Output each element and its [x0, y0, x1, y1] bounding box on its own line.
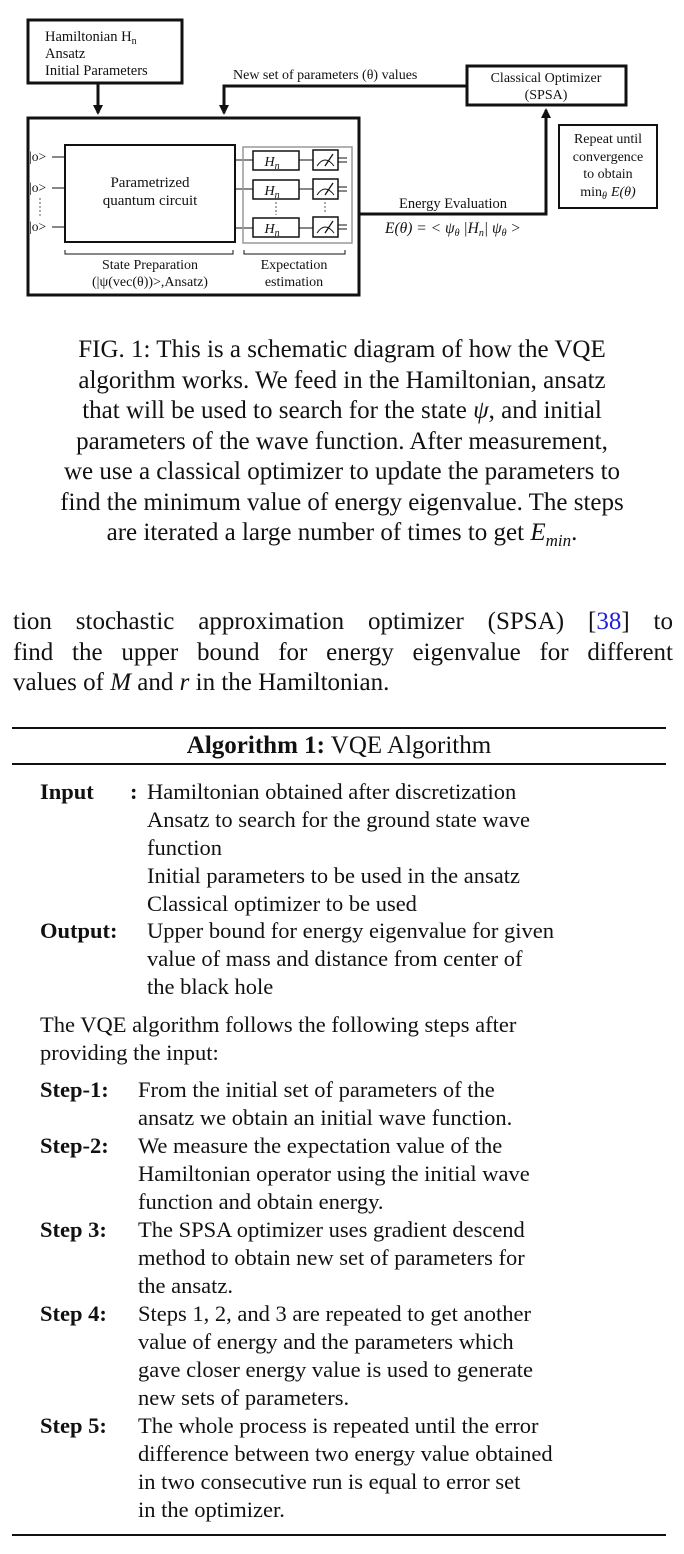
step-line: Steps 1, 2, and 3 are repeated to get another	[138, 1301, 531, 1326]
step-label: Step-2:	[40, 1133, 109, 1158]
step-line: From the initial set of parameters of the	[138, 1077, 495, 1102]
circuit-label-2: quantum circuit	[102, 193, 198, 209]
step-line: gave closer energy value is used to generate	[138, 1357, 534, 1382]
caption-line: we use a classical optimizer to update the parameters to	[63, 458, 621, 485]
qubit-label-1: |o>	[29, 149, 47, 164]
energy-evaluation-label: Energy Evaluation	[398, 196, 508, 212]
hamiltonian-gate-label-1: $H_n$	[264, 155, 280, 172]
step-line: ansatz we obtain an initial wave function.	[138, 1105, 513, 1130]
figure-caption	[12, 335, 672, 557]
input-line: function	[147, 835, 222, 860]
step-line: The whole process is repeated until the error	[138, 1413, 539, 1438]
step-label: Step 3:	[40, 1217, 107, 1242]
circuit-label-1: Parametrized	[110, 175, 190, 191]
output-line: the black hole	[147, 974, 274, 999]
step-line: We measure the expectation value of the	[138, 1133, 503, 1158]
emin-symbol: $E_{min}$	[530, 519, 572, 550]
input-line: Hamiltonian obtained after discretization	[147, 779, 517, 804]
citation-link-38[interactable]: 38	[596, 608, 622, 635]
input-box-line-2: Ansatz	[45, 46, 86, 62]
step-label: Step 5:	[40, 1413, 107, 1438]
body-paragraph	[13, 607, 673, 699]
hamiltonian-gate-label-3: $H_n$	[264, 222, 280, 239]
psi-symbol: ψ	[473, 397, 489, 424]
input-box-line-3: Initial Parameters	[45, 63, 148, 79]
intro-line: The VQE algorithm follows the following steps after	[40, 1012, 517, 1037]
step-label: Step 4:	[40, 1301, 107, 1326]
step-line: difference between two energy value obtained	[138, 1441, 553, 1466]
feedback-arrow	[224, 86, 467, 113]
step-line: new sets of parameters.	[138, 1385, 350, 1410]
state-prep-label-1: State Preparation	[101, 258, 199, 273]
step-line: value of energy and the parameters which	[138, 1329, 514, 1354]
algorithm-top-rule	[12, 727, 666, 729]
paragraph-line: values of M and r in the Hamiltonian.	[13, 669, 390, 696]
output-line: value of mass and distance from center of	[147, 946, 523, 971]
input-label: Input	[40, 779, 94, 804]
qubit-label-3: |o>	[29, 219, 47, 234]
optimizer-box-line-1: Classical Optimizer	[490, 71, 602, 86]
qubit-label-2: |o>	[29, 180, 47, 195]
input-line: Classical optimizer to be used	[147, 891, 417, 916]
step-line: in the optimizer.	[138, 1497, 285, 1522]
optimizer-box-line-2: (SPSA)	[524, 88, 568, 103]
input-line: Ansatz to search for the ground state wave	[147, 807, 530, 832]
paragraph-line: find the upper bound for energy eigenvalue for different	[13, 638, 673, 666]
repeat-line-2: convergence	[572, 150, 644, 165]
step-line: in two consecutive run is equal to error set	[138, 1469, 521, 1494]
step-line: method to obtain new set of parameters for	[138, 1245, 525, 1270]
feedback-label: New set of parameters (θ) values	[233, 68, 418, 83]
expectation-label-2: estimation	[264, 275, 324, 290]
hamiltonian-gate-label-2: $H_n$	[264, 184, 280, 201]
step-line: function and obtain energy.	[138, 1189, 384, 1214]
vqe-schematic-diagram	[0, 0, 684, 310]
intro-line: providing the input:	[40, 1040, 219, 1065]
step-line: The SPSA optimizer uses gradient descend	[138, 1217, 525, 1242]
step-line: the ansatz.	[138, 1273, 233, 1298]
algorithm-title: Algorithm 1: VQE Algorithm	[186, 732, 492, 759]
caption-line: are iterated a large number of times to get $E_{min}$.	[106, 519, 578, 550]
repeat-line-4: $\min_\theta E(\theta)$	[580, 185, 636, 202]
repeat-line-1: Repeat until	[573, 132, 643, 147]
caption-line: FIG. 1: This is a schematic diagram of how the VQE	[78, 336, 606, 363]
input-line: Initial parameters to be used in the ansatz	[147, 863, 520, 888]
input-box-line-1: Hamiltonian $H_n$	[45, 29, 137, 47]
input-colon: :	[130, 779, 138, 804]
algorithm-bottom-rule	[12, 1534, 666, 1536]
caption-line: that will be used to search for the state ψ, and initial	[82, 397, 602, 424]
repeat-line-3: to obtain	[583, 167, 633, 182]
step-label: Step-1:	[40, 1077, 109, 1102]
caption-line: algorithm works. We feed in the Hamiltonian, ansatz	[78, 366, 606, 394]
output-line: Upper bound for energy eigenvalue for given	[147, 918, 554, 943]
caption-line: find the minimum value of energy eigenvalue. The steps	[60, 488, 624, 516]
caption-line: parameters of the wave function. After measurement,	[76, 427, 608, 455]
state-prep-label-2: (|ψ(vec(θ))>,Ansatz)	[92, 275, 208, 290]
expectation-label-1: Expectation	[260, 258, 328, 273]
output-label: Output:	[40, 918, 118, 943]
algorithm-title-rule	[12, 763, 666, 765]
step-line: Hamiltonian operator using the initial wave	[138, 1161, 530, 1186]
paragraph-line: tion stochastic approximation optimizer (SPSA) [38] to	[13, 608, 673, 635]
energy-formula: E(θ) = < ψθ |Hn| ψθ >	[385, 220, 521, 239]
